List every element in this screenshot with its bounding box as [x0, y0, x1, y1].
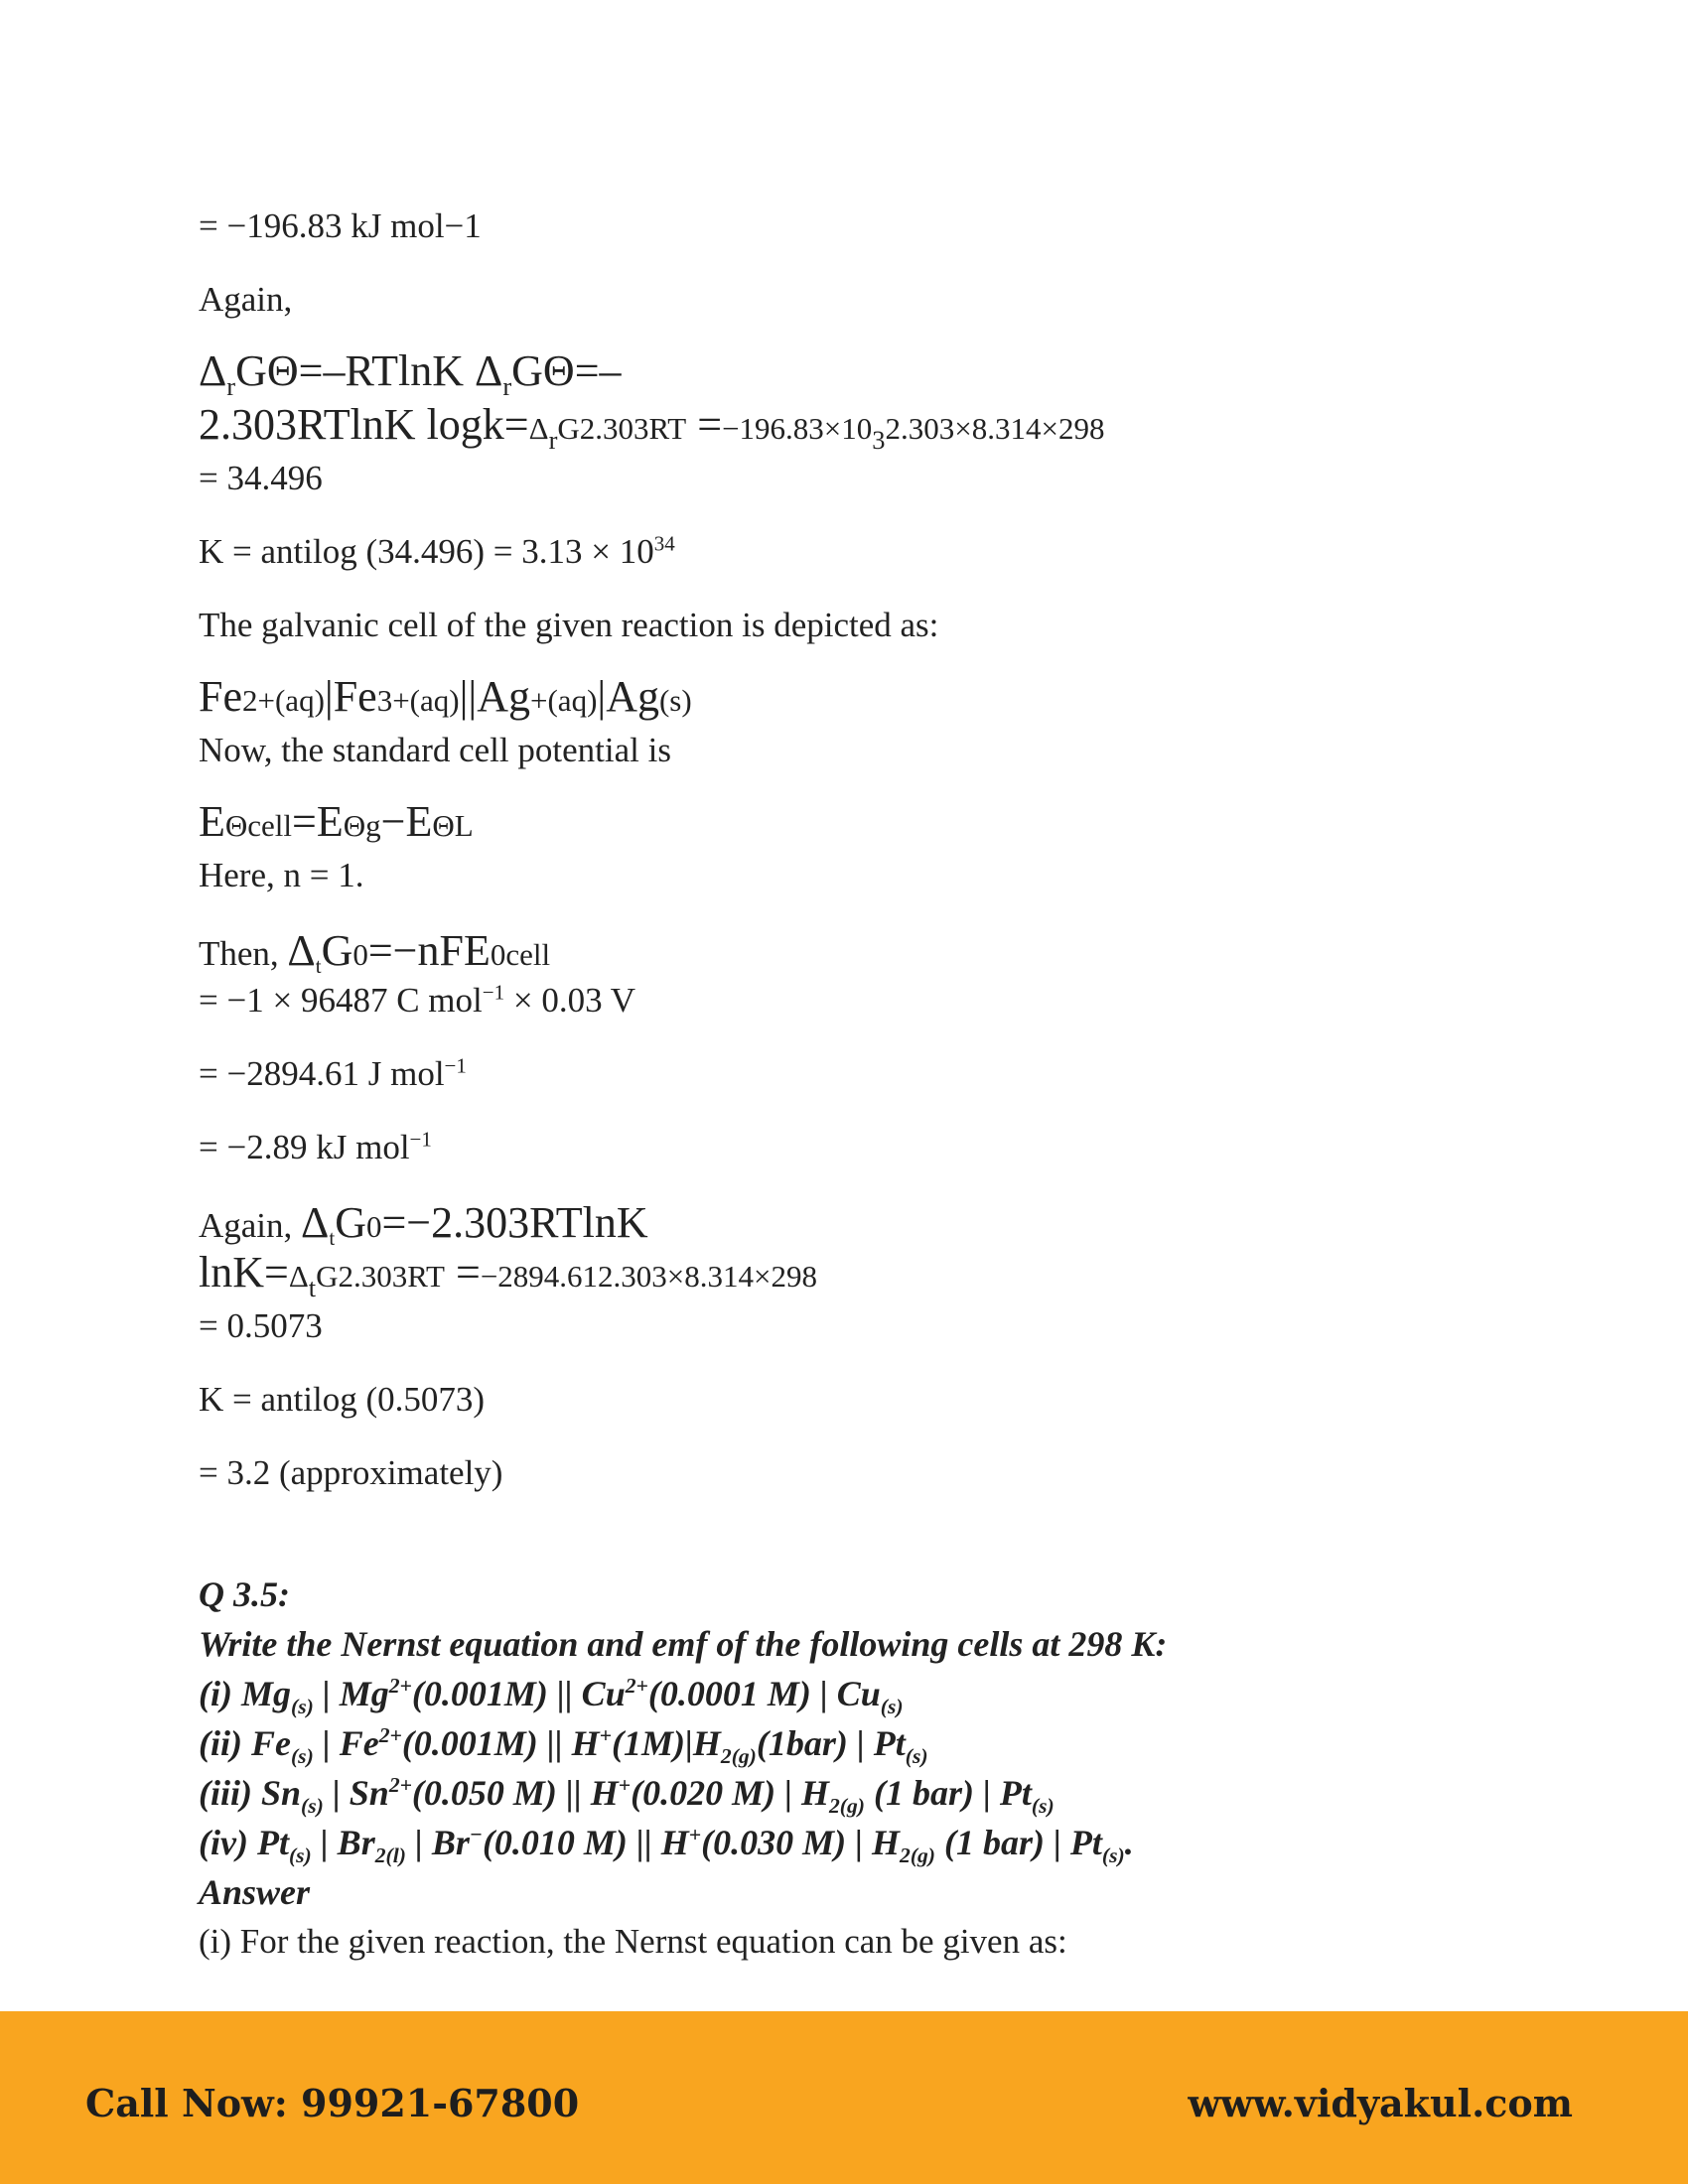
text-line: Again, [199, 280, 293, 319]
result-line: = 3.2 (approximately) [199, 1453, 503, 1492]
answer-text: (i) For the given reaction, the Nernst equation can be given as: [199, 1922, 1067, 1961]
question-number: Q 3.5: [199, 1574, 290, 1614]
equation-line: EΘcell=EΘg−EΘL [199, 797, 474, 846]
question-part-i: (i) $Mg_{(s)}$ | $Mg^{2+}(0.001M)$ || $Cu^{2+}(0.0001$ M) | $Cu_{(s)}$ [199, 1674, 904, 1719]
call-now-text[interactable]: Call Now: 99921-67800 [85, 2081, 580, 2125]
text-line: Now, the standard cell potential is [199, 731, 671, 769]
equation-line: $\Delta_rG\Theta=$–RTlnK $\Delta_rG\Theta=-$ [199, 346, 622, 401]
result-line: K = antilog (0.5073) [199, 1380, 486, 1419]
answer-heading: Answer [199, 1872, 311, 1912]
result-line: = 34.496 [199, 459, 323, 497]
cell-notation: Fe2+(aq)|Fe3+(aq)||Ag+(aq)|Ag(s) [199, 672, 692, 721]
result-line: = 0.5073 [199, 1306, 323, 1345]
website-link[interactable]: www.vidyakul.com [1188, 2081, 1573, 2125]
question-part-iv: (iv) $Pt_{(s)}$ | $Br_{2(l)}$ | Br−(0.010 M) || H+(0.030 M) | $H_{2(g)}$ (1 bar) | $Pt_{(s)}$. [199, 1823, 1134, 1868]
equation-line: Again, $\Delta_tG0=-2.303RTlnK$ [199, 1198, 648, 1250]
footer-banner [0, 2011, 1688, 2184]
question-part-ii: (ii) $Fe_{(s)}$ | $Fe^{2+}(0.001M)$ || $H^+(1M)|H_{2(g)}(1bar)$ | $Pt_{(s)}$ [199, 1723, 928, 1769]
result-line: = −1 × 96487 C mol$^{-1}$ × 0.03 V [199, 980, 635, 1020]
result-line: K = antilog $(34.496) = 3.13 \times 10^{34}$ [199, 531, 675, 571]
text-line: The galvanic cell of the given reaction is depicted as: [199, 606, 939, 644]
equation-line: Then, $\Delta_tG0=-nFE0cell$ [199, 926, 551, 978]
question-part-iii: (iii) $Sn_{(s)}$ | $Sn^{2+}(0.050$ M) || H+(0.020 M) | $H_{2(g)}$ (1 bar) | $Pt_{(s)}$ [199, 1773, 1055, 1819]
equation-line: $\ln K=\Delta_tG2.303RT =-2894.612.303\times 8.314\times 298$ [199, 1248, 818, 1302]
result-line: = −196.83 kJ mol−1 [199, 206, 482, 245]
result-line: = −2.89 kJ mol$^{-1}$ [199, 1127, 432, 1166]
text-line: Here, n = 1. [199, 856, 364, 894]
equation-line: 2.303RTlnK $\log k=\Delta_rG2.303RT =-196.83\times 10_32.303\times 8.314\times 298$ [199, 400, 1105, 455]
result-line: = −2894.61 J mol$^{-1}$ [199, 1053, 467, 1093]
question-text: Write the Nernst equation and emf of the following cells at 298 K: [199, 1624, 1168, 1664]
